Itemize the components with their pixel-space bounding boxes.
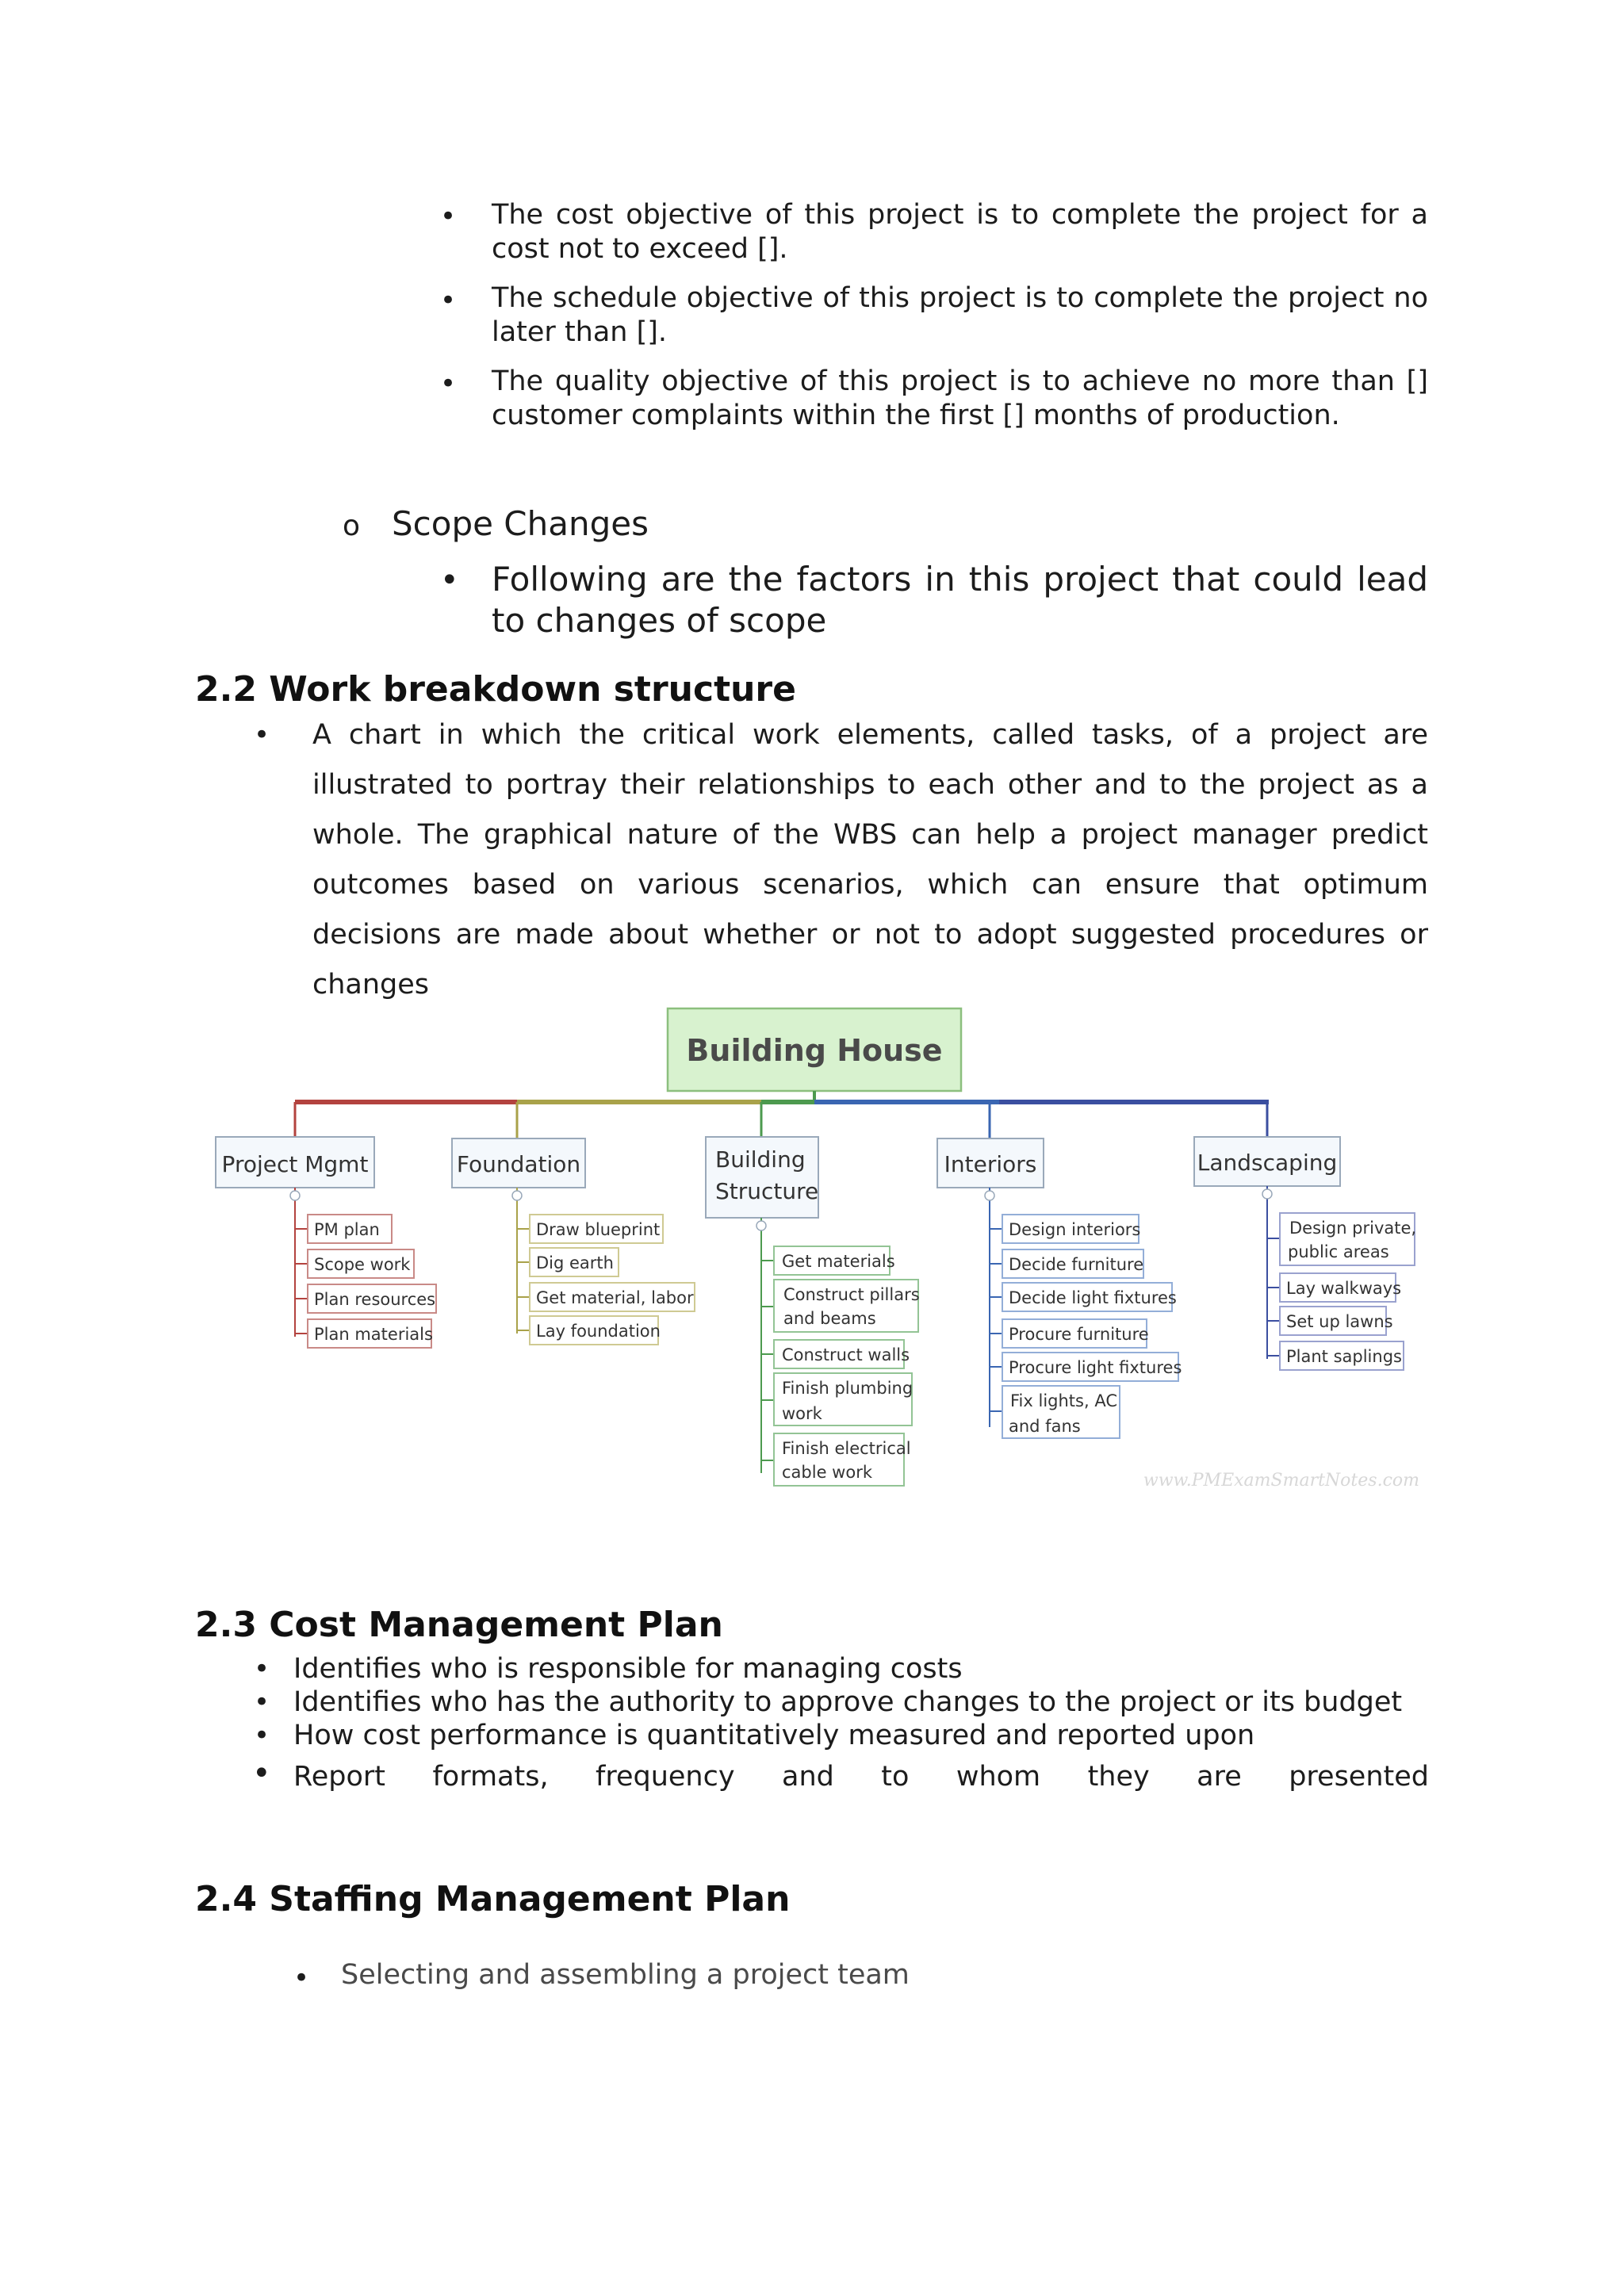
wbs-branch-label: Foundation (456, 1151, 581, 1177)
wbs-task: Finish plumbing work (782, 1379, 914, 1423)
wbs-task: Dig earth (536, 1253, 614, 1272)
scope-changes-heading: Scope Changes (392, 504, 649, 543)
cost-plan-item: Identifies who has the authority to approve changes to the project or its budget (293, 1686, 1403, 1718)
section-2-2-title: 2.2 Work breakdown structure (195, 669, 796, 710)
wbs-branch-landscaping (1194, 1137, 1416, 1370)
cost-plan-item: Identifies who is responsible for managing costs (293, 1653, 963, 1685)
wbs-root-label: Building House (686, 1033, 943, 1068)
scope-changes-item: Following are the factors in this project that could lead to changes of scope (492, 560, 1428, 640)
wbs-branch-interiors (937, 1138, 1182, 1438)
objective-quality: The quality objective of this project is to achieve no more than [] customer complaints within the first [] months of production. (492, 365, 1428, 431)
bullet: • (293, 1962, 310, 1994)
wbs-branch-building-structure (706, 1137, 920, 1486)
wbs-description: A chart in which the critical work elements, called tasks, of a project are illustrated to portray their relationships to each other and to the project as a whole. The graphical nature of the WBS can help a project manager predict outcomes based on various scenarios, which can ensure that optimum decisions are made about whether or not to adopt suggested procedures or changes (312, 719, 1428, 1001)
wbs-task: Plan resources (314, 1290, 436, 1309)
wbs-task: Design private, public areas (1288, 1219, 1417, 1261)
wbs-task: Procure light fixtures (1009, 1358, 1182, 1377)
wbs-branch-label: Project Mgmt (221, 1151, 369, 1177)
wbs-diagram (206, 997, 1435, 1505)
wbs-task: Draw blueprint (536, 1220, 661, 1239)
scope-changes-marker: o (343, 510, 361, 542)
bullet: • (440, 285, 457, 316)
bullet: • (254, 719, 270, 751)
wbs-branch-foundation (452, 1138, 695, 1345)
wbs-task: Get material, labor (536, 1288, 694, 1307)
wbs-watermark: www.PMExamSmartNotes.com (1143, 1471, 1419, 1490)
wbs-task: Set up lawns (1286, 1312, 1393, 1331)
bullet: • (440, 368, 457, 400)
wbs-task: Fix lights, AC and fans (1009, 1391, 1117, 1436)
wbs-task: Plant saplings (1286, 1347, 1402, 1366)
wbs-branch-project-mgmt (216, 1137, 436, 1348)
wbs-task: Lay walkways (1286, 1279, 1402, 1298)
cost-plan-item: Report formats, frequency and to whom they are presented (293, 1761, 1429, 1793)
wbs-task: Design interiors (1009, 1220, 1141, 1239)
bullet: • (440, 201, 457, 232)
wbs-task: Construct pillars and beams (783, 1285, 920, 1328)
wbs-task: Procure furniture (1009, 1325, 1149, 1344)
wbs-task: Decide light fixtures (1009, 1288, 1177, 1307)
bullet: • (252, 1755, 271, 1792)
wbs-task: Finish electrical cable work (782, 1439, 911, 1482)
wbs-task: Construct walls (782, 1345, 910, 1364)
wbs-branch-label: Building Structure (715, 1146, 819, 1204)
wbs-branch-label: Landscaping (1197, 1150, 1338, 1176)
section-2-4-title: 2.4 Staffing Management Plan (195, 1879, 791, 1919)
staffing-item: Selecting and assembling a project team (341, 1959, 910, 1991)
bullet: • (440, 562, 459, 599)
objective-schedule: The schedule objective of this project is to complete the project no later than []. (492, 282, 1428, 348)
wbs-task: Get materials (782, 1252, 895, 1271)
wbs-task: Lay foundation (536, 1322, 661, 1341)
bullet: • (254, 1686, 270, 1718)
wbs-task: Decide furniture (1009, 1255, 1144, 1274)
wbs-task: Scope work (314, 1255, 411, 1274)
wbs-branch-label: Interiors (944, 1151, 1037, 1177)
bullet: • (254, 1720, 270, 1751)
bullet: • (254, 1653, 270, 1685)
wbs-task: Plan materials (314, 1325, 433, 1344)
cost-plan-item: How cost performance is quantitatively measured and reported upon (293, 1720, 1255, 1751)
wbs-task: PM plan (314, 1220, 380, 1239)
section-2-3-title: 2.3 Cost Management Plan (195, 1605, 723, 1645)
objective-cost: The cost objective of this project is to complete the project for a cost not to exceed []. (492, 199, 1428, 265)
